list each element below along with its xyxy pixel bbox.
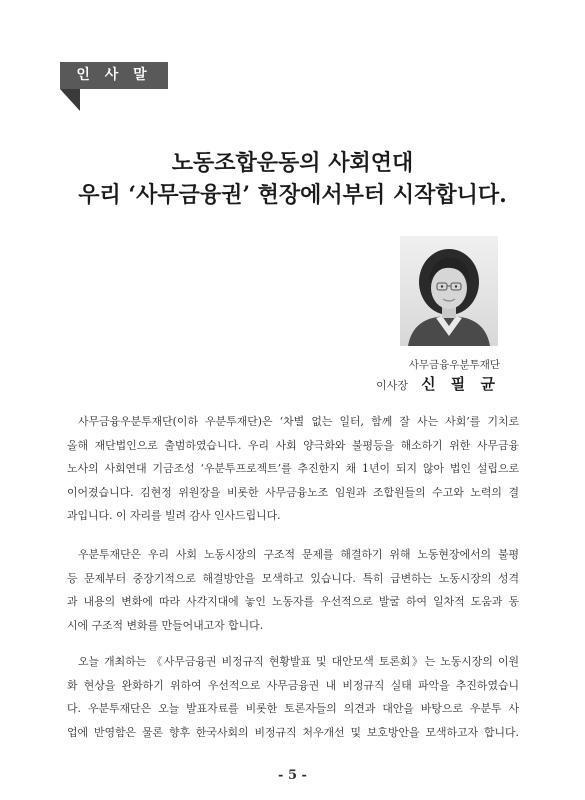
body-paragraph-3 (67, 650, 519, 744)
section-tab-label: 인 사 말 (76, 67, 152, 83)
author-name: 신 필 균 (421, 375, 500, 393)
headline-line-1: 노동조합운동의 사회연대 (171, 150, 414, 176)
author-organization: 사무금융우분투재단 (408, 359, 500, 371)
headline-line-2: 우리 ‘사무금융권’ 현장에서부터 시작합니다. (78, 182, 507, 208)
paragraph-line: 시에 구조적 변화를 만들어내고자 합니다. (67, 618, 264, 632)
tab-fold-decoration (60, 89, 80, 111)
paragraph-line: 화 현상을 완화하기 위하여 우선적으로 사무금융권 내 비정규직 실태 파악을 추진하였습니 (67, 678, 519, 692)
paragraph-line: 우분투재단은 우리 사회 노동시장의 구조적 문제를 해결하기 위해 노동현장에서의 불평 (78, 548, 519, 561)
section-tab-greeting (60, 62, 168, 89)
paragraph-line: 과입니다. 이 자리를 빌려 감사 인사드립니다. (67, 509, 281, 523)
body-paragraph-2 (67, 543, 519, 637)
paragraph-line: 노사의 사회연대 기금조성 ‘우분투프로젝트’를 추진한지 채 1년이 되지 않아 법인 설립으로 (67, 462, 519, 476)
paragraph-line: 오늘 개최하는 《사무금융권 비정규직 현황발표 및 대안모색 토론회》는 노동시장의 이원 (78, 655, 519, 668)
paragraph-line: 다. 우분투재단은 오늘 발표자료를 비롯한 토론자들의 의견과 대안을 바탕으로 우분투 사 (67, 702, 519, 716)
paragraph-line: 등 문제부터 중장기적으로 해결방안을 모색하고 있습니다. 특히 급변하는 노동시장의 성격 (67, 571, 519, 585)
author-name-row (360, 373, 500, 394)
body-paragraph-1 (67, 410, 519, 528)
paragraph-line: 사무금융우분투재단(이하 우분투재단)은 ‘차별 없는 일터, 함께 잘 사는 사회’를 기치로 (78, 415, 519, 428)
page-number: - 5 - (278, 768, 307, 783)
paragraph-line: 이어졌습니다. 김현정 위원장을 비롯한 사무금융노조 임원과 조합원들의 수고와 노력의 결 (67, 485, 519, 499)
paragraph-line: 과 내용의 변화에 따라 사각지대에 놓인 노동자를 우선적으로 발굴 하여 일차적 도움과 동 (67, 595, 519, 609)
paragraph-line: 업에 반영함은 물론 향후 한국사회의 비정규직 처우개선 및 보호방안을 모색하고자 합니다. (67, 725, 519, 739)
author-portrait-photo (400, 236, 498, 346)
author-title: 이사장 (376, 379, 408, 392)
paragraph-line: 올해 재단법인으로 출범하였습니다. 우리 사회 양극화와 불평등을 해소하기 위한 사무금융 (67, 438, 519, 452)
